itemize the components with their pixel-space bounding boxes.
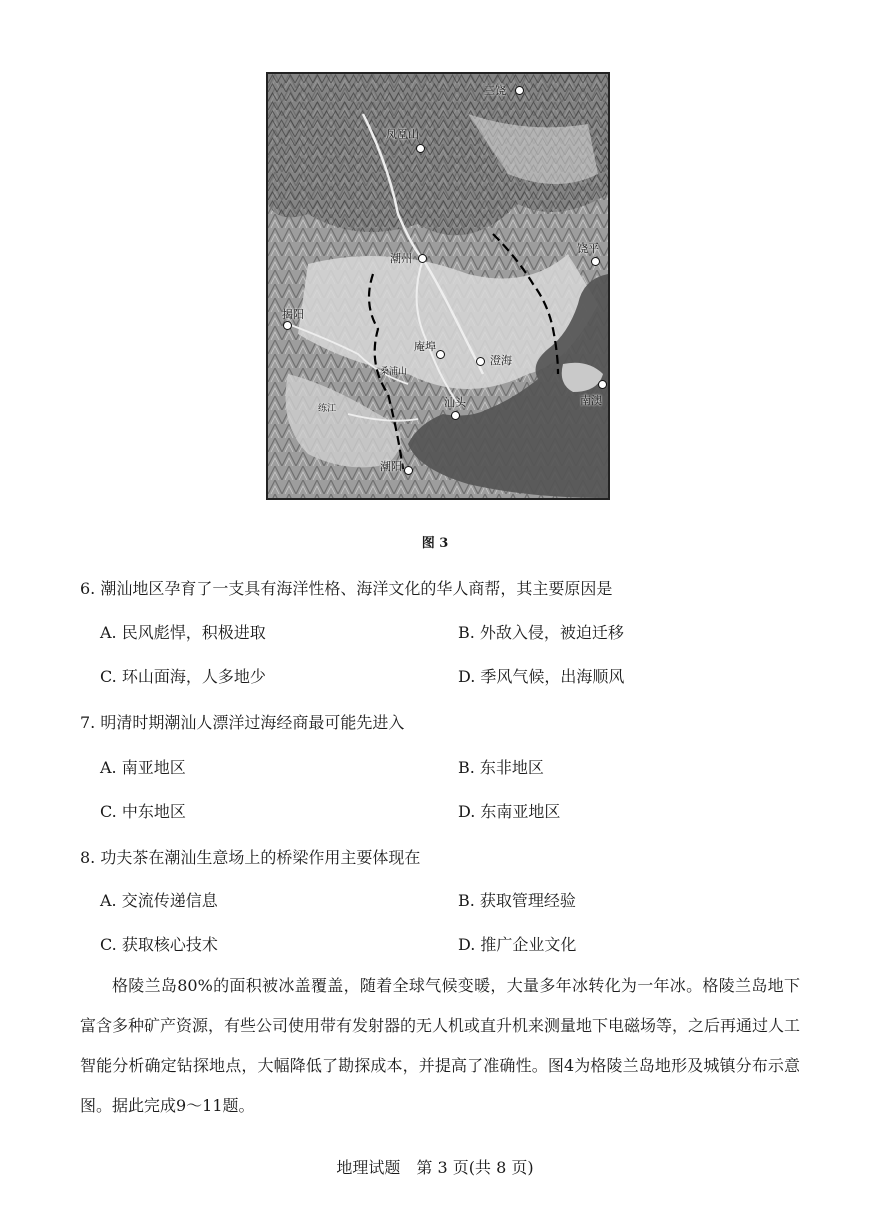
answer-option: A. 民风彪悍，积极进取 (100, 623, 266, 642)
question-stem: 7. 明清时期潮汕人漂洋过海经商最可能先进入 (80, 713, 405, 732)
page-footer: 地理试题 第 3 页(共 8 页) (336, 1158, 534, 1177)
place-label: 潮州 (390, 252, 412, 265)
place-label: 练江 (318, 404, 337, 414)
answer-option: C. 中东地区 (100, 802, 186, 821)
place-label: 汕头 (444, 396, 466, 409)
place-label: 饶平 (577, 242, 599, 255)
figure-caption: 图 3 (421, 536, 449, 551)
place-marker (283, 321, 292, 330)
place-marker (404, 466, 413, 475)
place-marker (591, 257, 600, 266)
place-label: 南澳 (580, 394, 602, 407)
place-marker (451, 411, 460, 420)
place-marker (418, 254, 427, 263)
place-marker (515, 86, 524, 95)
place-label: 揭阳 (282, 308, 304, 321)
place-label: 澄海 (490, 354, 512, 367)
answer-option: D. 季风气候，出海顺风 (458, 667, 625, 686)
terrain-map (268, 74, 608, 498)
place-marker (598, 380, 607, 389)
answer-option: A. 南亚地区 (100, 758, 186, 777)
place-label: 凤凰山 (386, 128, 419, 141)
answer-option: B. 外敌入侵，被迫迁移 (458, 623, 624, 642)
place-label: 桑浦山 (380, 367, 408, 377)
place-marker (436, 350, 445, 359)
answer-option: D. 推广企业文化 (458, 935, 577, 954)
answer-option: A. 交流传递信息 (100, 891, 218, 910)
place-marker (476, 357, 485, 366)
answer-option: C. 获取核心技术 (100, 935, 218, 954)
answer-option: B. 获取管理经验 (458, 891, 576, 910)
place-marker (416, 144, 425, 153)
map-figure (266, 72, 610, 500)
place-label: 庵埠 (414, 340, 436, 353)
passage-text: 格陵兰岛80%的面积被冰盖覆盖，随着全球气候变暖，大量多年冰转化为一年冰。格陵兰岛地下富含多种矿产资源，有些公司使用带有发射器的无人机或直升机来测量地下电磁场等，之后再通过人工智能分析确定钻探地点，大幅降低了勘探成本，并提高了准确性。图4为格陵兰岛地形及城镇分布示意图。据此完成9～11题。 (80, 976, 801, 1115)
place-label: 潮阳 (380, 460, 402, 473)
answer-option: D. 东南亚地区 (458, 802, 561, 821)
question-stem: 8. 功夫茶在潮汕生意场上的桥梁作用主要体现在 (80, 848, 421, 867)
place-label: 三饶 (484, 84, 506, 97)
question-stem: 6. 潮汕地区孕育了一支具有海洋性格、海洋文化的华人商帮，其主要原因是 (80, 579, 613, 598)
answer-option: C. 环山面海，人多地少 (100, 667, 266, 686)
answer-option: B. 东非地区 (458, 758, 544, 777)
